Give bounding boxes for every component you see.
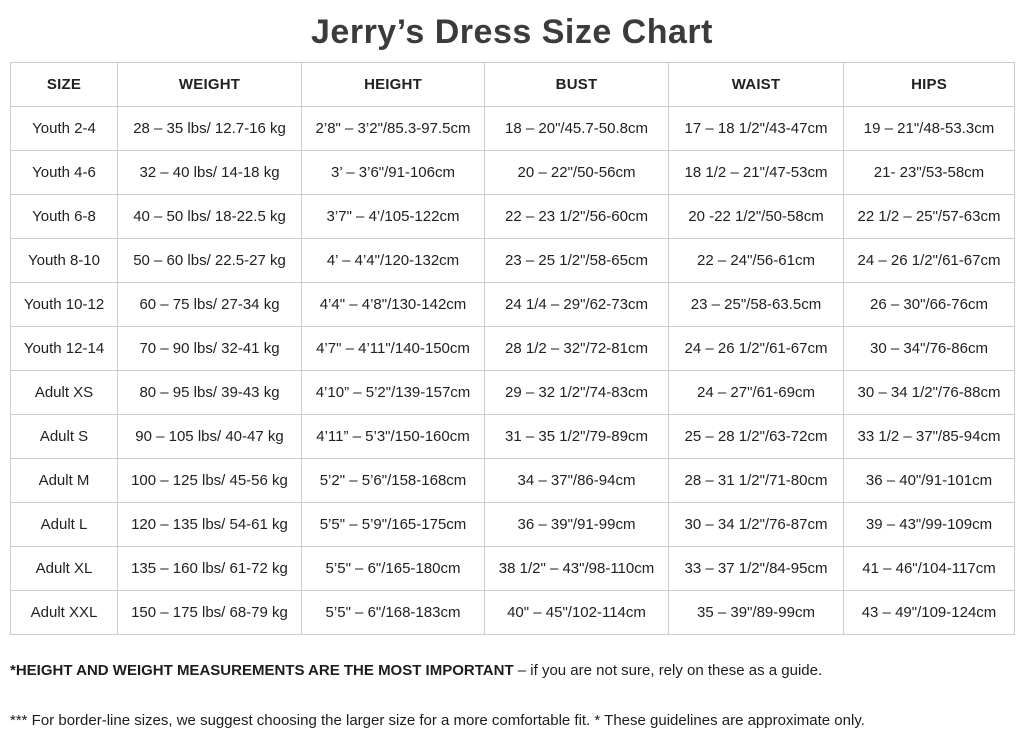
table-cell: 20 -22 1/2"/50-58cm <box>669 195 844 239</box>
table-cell: 24 – 27"/61-69cm <box>669 371 844 415</box>
table-cell: 70 – 90 lbs/ 32-41 kg <box>118 327 302 371</box>
table-row <box>11 195 1015 239</box>
table-row <box>11 107 1015 151</box>
table-cell: 36 – 39"/91-99cm <box>485 503 669 547</box>
table-cell: 3’7" – 4’/105-122cm <box>302 195 485 239</box>
table-cell: 150 – 175 lbs/ 68-79 kg <box>118 591 302 635</box>
size-cell: Youth 8-10 <box>11 239 118 283</box>
size-cell: Adult XL <box>11 547 118 591</box>
size-chart-table <box>10 62 1015 635</box>
size-cell: Adult S <box>11 415 118 459</box>
size-cell: Adult M <box>11 459 118 503</box>
table-row <box>11 283 1015 327</box>
table-cell: 22 – 23 1/2"/56-60cm <box>485 195 669 239</box>
table-cell: 4’4" – 4’8"/130-142cm <box>302 283 485 327</box>
table-cell: 4’10” – 5’2"/139-157cm <box>302 371 485 415</box>
table-cell: 30 – 34 1/2"/76-87cm <box>669 503 844 547</box>
table-cell: 23 – 25 1/2"/58-65cm <box>485 239 669 283</box>
table-cell: 29 – 32 1/2"/74-83cm <box>485 371 669 415</box>
table-cell: 17 – 18 1/2"/43-47cm <box>669 107 844 151</box>
table-cell: 100 – 125 lbs/ 45-56 kg <box>118 459 302 503</box>
footnote-primary <box>10 662 1014 679</box>
table-cell: 90 – 105 lbs/ 40-47 kg <box>118 415 302 459</box>
table-cell: 24 1/4 – 29"/62-73cm <box>485 283 669 327</box>
header-cell: WAIST <box>669 63 844 107</box>
table-cell: 26 – 30"/66-76cm <box>844 283 1015 327</box>
size-cell: Adult XS <box>11 371 118 415</box>
table-cell: 5’5" – 6"/165-180cm <box>302 547 485 591</box>
table-cell: 28 – 35 lbs/ 12.7-16 kg <box>118 107 302 151</box>
footnote-primary-bold: *HEIGHT AND WEIGHT MEASUREMENTS ARE THE MOST IMPORTANT <box>10 662 514 679</box>
table-cell: 24 – 26 1/2"/61-67cm <box>844 239 1015 283</box>
table-row <box>11 327 1015 371</box>
table-cell: 30 – 34"/76-86cm <box>844 327 1015 371</box>
table-row <box>11 239 1015 283</box>
header-cell: HEIGHT <box>302 63 485 107</box>
table-cell: 4’11” – 5’3"/150-160cm <box>302 415 485 459</box>
table-cell: 23 – 25"/58-63.5cm <box>669 283 844 327</box>
header-cell: WEIGHT <box>118 63 302 107</box>
table-cell: 28 1/2 – 32"/72-81cm <box>485 327 669 371</box>
header-cell: BUST <box>485 63 669 107</box>
table-cell: 31 – 35 1/2"/79-89cm <box>485 415 669 459</box>
table-cell: 34 – 37"/86-94cm <box>485 459 669 503</box>
table-row <box>11 503 1015 547</box>
table-row <box>11 547 1015 591</box>
table-cell: 35 – 39"/89-99cm <box>669 591 844 635</box>
header-cell: SIZE <box>11 63 118 107</box>
table-row <box>11 151 1015 195</box>
table-cell: 33 1/2 – 37"/85-94cm <box>844 415 1015 459</box>
table-cell: 40 – 50 lbs/ 18-22.5 kg <box>118 195 302 239</box>
table-cell: 5’5" – 6"/168-183cm <box>302 591 485 635</box>
table-cell: 4’ – 4’4"/120-132cm <box>302 239 485 283</box>
table-row <box>11 371 1015 415</box>
table-row <box>11 591 1015 635</box>
size-cell: Youth 2-4 <box>11 107 118 151</box>
table-cell: 25 – 28 1/2"/63-72cm <box>669 415 844 459</box>
table-cell: 60 – 75 lbs/ 27-34 kg <box>118 283 302 327</box>
footnote-primary-rest: – if you are not sure, rely on these as a guide. <box>513 662 823 679</box>
table-header-row <box>11 63 1015 107</box>
table-cell: 22 1/2 – 25"/57-63cm <box>844 195 1015 239</box>
size-cell: Youth 6-8 <box>11 195 118 239</box>
header-cell: HIPS <box>844 63 1015 107</box>
table-cell: 3’ – 3’6"/91-106cm <box>302 151 485 195</box>
table-cell: 120 – 135 lbs/ 54-61 kg <box>118 503 302 547</box>
table-cell: 135 – 160 lbs/ 61-72 kg <box>118 547 302 591</box>
table-row <box>11 459 1015 503</box>
table-cell: 2’8" – 3’2"/85.3-97.5cm <box>302 107 485 151</box>
table-cell: 20 – 22"/50-56cm <box>485 151 669 195</box>
table-body <box>11 107 1015 635</box>
size-cell: Youth 12-14 <box>11 327 118 371</box>
table-cell: 18 1/2 – 21"/47-53cm <box>669 151 844 195</box>
size-cell: Youth 10-12 <box>11 283 118 327</box>
table-cell: 41 – 46"/104-117cm <box>844 547 1015 591</box>
size-cell: Youth 4-6 <box>11 151 118 195</box>
table-cell: 38 1/2" – 43"/98-110cm <box>485 547 669 591</box>
page-title: Jerry’s Dress Size Chart <box>311 13 713 51</box>
table-cell: 21- 23"/53-58cm <box>844 151 1015 195</box>
table-cell: 5’2" – 5’6"/158-168cm <box>302 459 485 503</box>
table-cell: 80 – 95 lbs/ 39-43 kg <box>118 371 302 415</box>
table-cell: 22 – 24"/56-61cm <box>669 239 844 283</box>
size-cell: Adult XXL <box>11 591 118 635</box>
footnotes <box>10 662 1014 729</box>
table-cell: 18 – 20"/45.7-50.8cm <box>485 107 669 151</box>
table-cell: 36 – 40"/91-101cm <box>844 459 1015 503</box>
table-row <box>11 415 1015 459</box>
table-cell: 39 – 43"/99-109cm <box>844 503 1015 547</box>
table-cell: 5’5" – 5’9"/165-175cm <box>302 503 485 547</box>
size-cell: Adult L <box>11 503 118 547</box>
table-cell: 32 – 40 lbs/ 14-18 kg <box>118 151 302 195</box>
table-cell: 40" – 45"/102-114cm <box>485 591 669 635</box>
table-cell: 50 – 60 lbs/ 22.5-27 kg <box>118 239 302 283</box>
table-cell: 28 – 31 1/2"/71-80cm <box>669 459 844 503</box>
table-cell: 19 – 21"/48-53.3cm <box>844 107 1015 151</box>
table-cell: 4’7" – 4’11"/140-150cm <box>302 327 485 371</box>
table-cell: 43 – 49"/109-124cm <box>844 591 1015 635</box>
table-cell: 30 – 34 1/2"/76-88cm <box>844 371 1015 415</box>
table-cell: 33 – 37 1/2"/84-95cm <box>669 547 844 591</box>
footnote-secondary: *** For border-line sizes, we suggest choosing the larger size for a more comfortable fit. * These guidelines are approximate only. <box>10 712 865 729</box>
table-cell: 24 – 26 1/2"/61-67cm <box>669 327 844 371</box>
